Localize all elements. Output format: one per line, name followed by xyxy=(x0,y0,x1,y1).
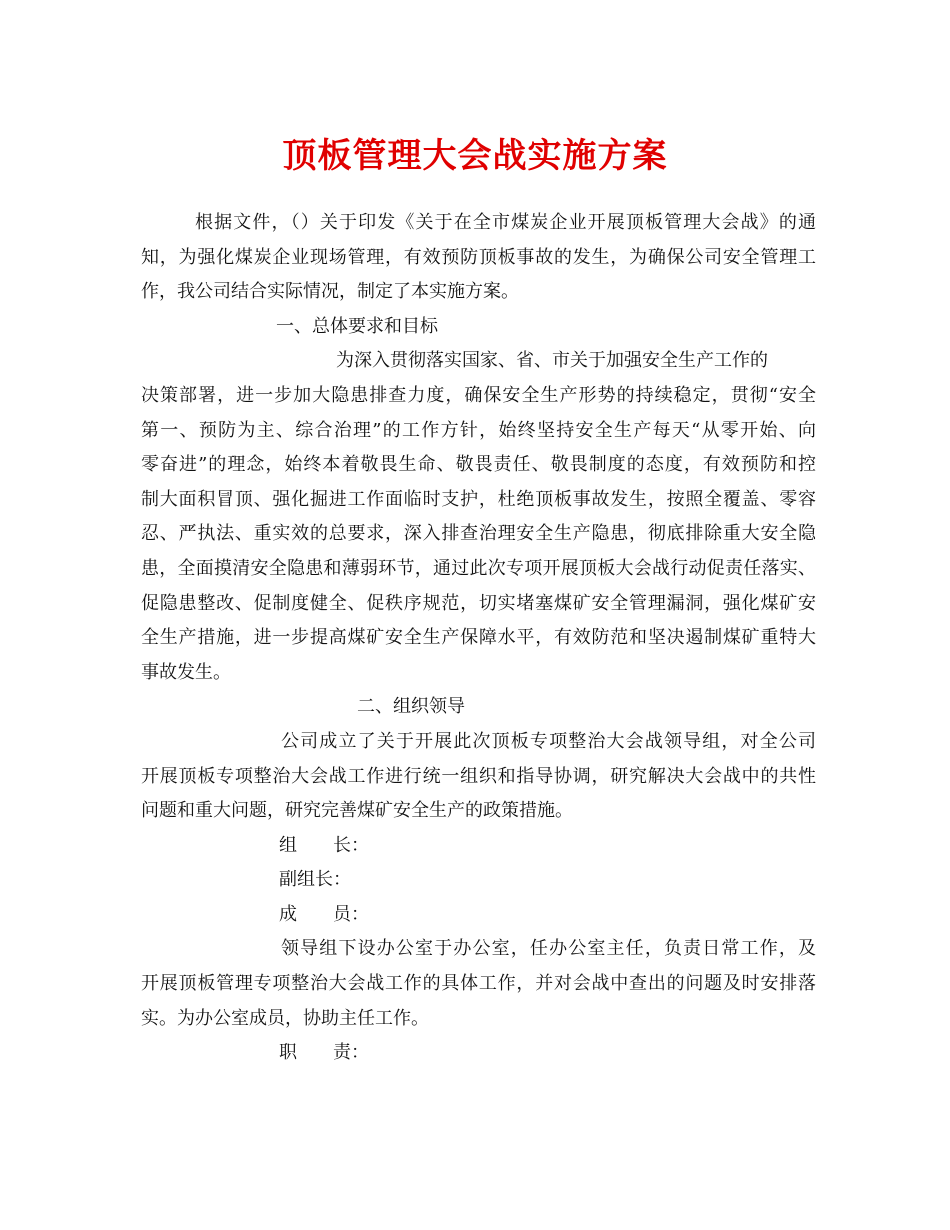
text-line: 促隐患整改、促制度健全、促秩序规范，切实堵塞煤矿安全管理漏洞，强化煤矿安 xyxy=(141,592,816,614)
text-line: 知，为强化煤炭企业现场管理，有效预防顶板事故的发生，为确保公司安全管理工 xyxy=(141,246,816,268)
text-line: 忍、严执法、重实效的总要求，深入排查治理安全生产隐患，彻底排除重大安全隐 xyxy=(141,523,816,545)
intro-paragraph xyxy=(141,206,816,310)
text-line: 领导组下设办公室于办公室，任办公室主任，负责日常工作，及 xyxy=(281,938,816,960)
text-line: 根据文件，（）关于印发《关于在全市煤炭企业开展顶板管理大会战》的通 xyxy=(195,212,816,233)
text-line: 公司成立了关于开展此次顶板专项整治大会战领导组，对全公司 xyxy=(281,730,816,752)
section2-paragraph xyxy=(141,725,816,829)
section-heading-2: 二、组织领导 xyxy=(357,696,465,718)
text-line: 开展顶板管理专项整治大会战工作的具体工作，并对会战中查出的问题及时安排落 xyxy=(141,973,816,995)
text-line: 决策部署，进一步加大隐患排查力度，确保安全生产形势的持续稳定，贯彻“安全 xyxy=(141,384,816,406)
role-leader: 组 长： xyxy=(279,834,369,856)
text-line: 制大面积冒顶、强化掘进工作面临时支护，杜绝顶板事故发生，按照全覆盖、零容 xyxy=(141,488,816,510)
section-heading-1: 一、总体要求和目标 xyxy=(276,315,438,337)
text-line: 患，全面摸清安全隐患和薄弱环节，通过此次专项开展顶板大会战行动促责任落实、 xyxy=(141,557,816,579)
section1-paragraph xyxy=(141,344,816,690)
document-body xyxy=(141,206,816,1071)
text-line: 第一、预防为主、综合治理”的工作方针，始终坚持安全生产每天“从零开始、向 xyxy=(141,419,816,441)
text-line: 实。为办公室成员，协助主任工作。 xyxy=(141,1007,429,1029)
text-line: 全生产措施，进一步提高煤矿安全生产保障水平，有效防范和坚决遏制煤矿重特大 xyxy=(141,627,816,649)
role-members: 成 员： xyxy=(279,903,369,925)
text-line: 事故发生。 xyxy=(141,661,231,683)
text-line: 问题和重大问题，研究完善煤矿安全生产的政策措施。 xyxy=(141,800,573,822)
text-line: 开展顶板专项整治大会战工作进行统一组织和指导协调，研究解决大会战中的共性 xyxy=(141,765,816,787)
page-title: 顶板管理大会战实施方案 xyxy=(282,136,668,176)
role-deputy: 副组长： xyxy=(279,869,351,891)
role-duty: 职 责： xyxy=(279,1042,369,1064)
text-line: 作，我公司结合实际情况，制定了本实施方案。 xyxy=(141,281,519,303)
office-paragraph xyxy=(141,932,816,1036)
text-line: 为深入贯彻落实国家、省、市关于加强安全生产工作的 xyxy=(336,350,768,372)
text-line: 零奋进”的理念，始终本着敬畏生命、敬畏责任、敬畏制度的态度，有效预防和控 xyxy=(141,454,816,476)
